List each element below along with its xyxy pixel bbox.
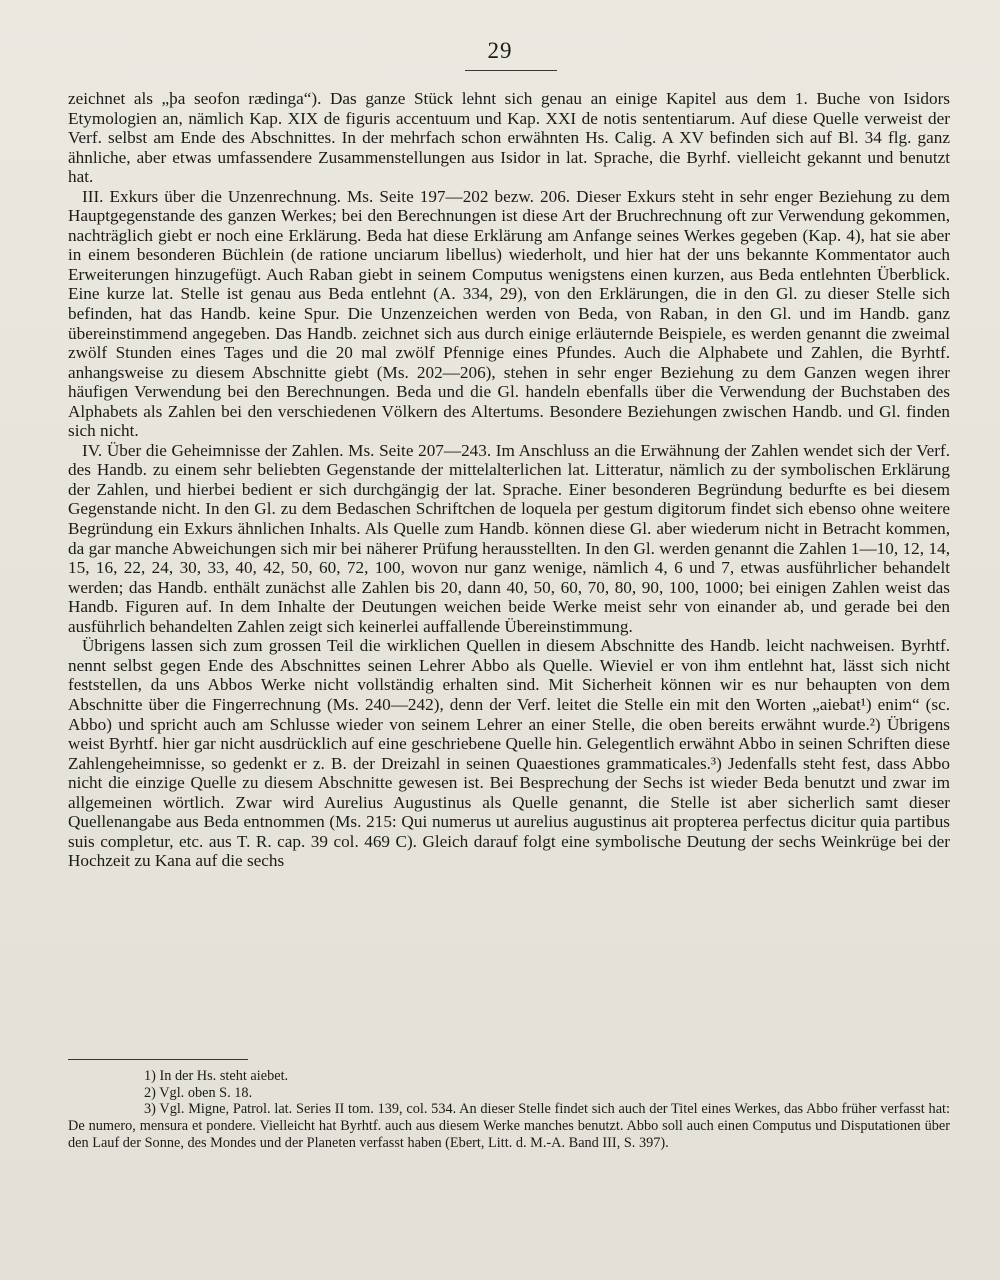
body-text xyxy=(68,89,950,871)
footnote-2: 2) Vgl. oben S. 18. xyxy=(144,1084,253,1101)
page-number-rule xyxy=(465,70,557,71)
footnote-separator xyxy=(68,1059,248,1060)
paragraph-2: III. Exkurs über die Unzenrechnung. Ms. Seite 197—202 bezw. 206. Dieser Exkurs steht in sehr enger Beziehung zu dem Hauptgegenstande des ganzen Werkes; bei den Berechnungen ist diese Art der Bruchrechnung oft zur Verwendung gekommen, nachträglich giebt er noch eine Erklärung. Beda hat diese Erklärung am Anfange seines Werkes gegeben (Kap. 4), hat sie aber in einem besonderen Büchlein (de ratione unciarum libellus) wiederholt, und hier hat der uns bekannte Kommentator auch Erweiterungen hinzugefügt. Auch Raban giebt in seinem Computus wenigstens einen kurzen, aus Beda entlehnten Überblick. Eine kurze lat. Stelle ist genau aus Beda entlehnt (A. 334, 29), von den Erklärungen, die in den Gl. zu dieser Stelle sich befinden, hat das Handb. keine Spur. Die Unzenzeichen werden von Beda, von Raban, in den Gl. und im Handb. ganz übereinstimmend angegeben. Das Handb. zeichnet sich aus durch einige erläuternde Beispiele, es werden genannt die zweimal zwölf Stunden eines Tages und die 20 mal zwölf Pfennige eines Pfundes. Auch die Alphabete und Zahlen, die Byrhtf. anhangsweise zu diesem Abschnitte giebt (Ms. 202—206), stehen in sehr enger Beziehung zu dem Ganzen wegen ihrer häufigen Verwendung bei den Berechnungen. Beda und die Gl. handeln ebenfalls über die Verwendung der Buchstaben des Alphabets als Zahlen bei den verschiedenen Völkern des Altertums. Besondere Beziehungen zwischen Handb. und Gl. finden sich nicht. xyxy=(68,186,950,441)
paragraph-1: zeichnet als „þa seofon rædinga“). Das ganze Stück lehnt sich genau an einige Kapitel aus dem 1. Buche von Isidors Etymologien an, nämlich Kap. XIX de figuris accentuum und Kap. XXI de notis sententiarum. Auf diese Quelle verweist der Verf. selbst am Ende des Abschnittes. In der mehrfach schon erwähnten Hs. Calig. A XV befinden sich auf Bl. 34 flg. ganz ähnliche, aber etwas umfassendere Zusammenstellungen aus Isidor in lat. Sprache, die Byrhf. vielleicht gekannt und benutzt hat. xyxy=(68,89,950,187)
footnote-1: 1) In der Hs. steht aiebet. xyxy=(144,1068,289,1084)
page-number: 29 xyxy=(487,38,513,63)
paragraph-4: Übrigens lassen sich zum grossen Teil die wirklichen Quellen in diesem Abschnitte des Handb. leicht nachweisen. Byrhtf. nennt selbst gegen Ende des Abschnittes seinen Lehrer Abbo als Quelle. Wieviel er von ihm entlehnt hat, lässt sich nicht feststellen, da uns Abbos Werke nicht vollständig erhalten sind. Mit Sicherheit können wir es nur behaupten von dem Abschnitte über die Fingerrechnung (Ms. 240—242), denn der Verf. leitet die Stelle ein mit den Worten „aiebat¹) enim“ (sc. Abbo) und spricht auch am Schlusse wieder von seinem Lehrer an einer Stelle, die oben bereits erwähnt wurde.²) Übrigens weist Byrhtf. hier gar nicht ausdrücklich auf eine geschriebene Quelle hin. Gelegentlich erwähnt Abbo in seinen Schriften diese Zahlengeheimnisse, so gedenkt er z. B. der Dreizahl in seinen Quaestiones grammaticales.³) Jedenfalls steht fest, dass Abbo nicht die einzige Quelle zu diesem Abschnitte gewesen ist. Bei Besprechung der Sechs ist wieder Beda benutzt und zwar im allgemeinen wörtlich. Zwar wird Aurelius Augustinus als Quelle genannt, die Stelle ist aber sicherlich samt dieser Quellenangabe aus Beda entnommen (Ms. 215: Qui numerus ut aurelius augustinus ait propterea perfectus dicitur quia partibus suis completur, etc. aus T. R. cap. 39 col. 469 C). Gleich darauf folgt eine symbolische Deutung der sechs Weinkrüge bei der Hochzeit zu Kana auf die sechs xyxy=(68,636,950,871)
footnote-3: 3) Vgl. Migne, Patrol. lat. Series II tom. 139, col. 534. An dieser Stelle findet sich auch der Titel eines Werkes, das Abbo früher verfasst hat: De numero, mensura et pondere. Vielleicht hat Byrhtf. auch aus diesem Werke manches benutzt. Abbo soll auch einen Computus und Disputationen über den Lauf der Sonne, des Mondes und der Planeten verfasst haben (Ebert, Litt. d. M.-A. Band III, S. 397). xyxy=(68,1101,950,1151)
paragraph-3: IV. Über die Geheimnisse der Zahlen. Ms. Seite 207—243. Im Anschluss an die Erwähnung der Zahlen wendet sich der Verf. des Handb. zu einem sehr beliebten Gegenstande der mittelalterlichen lat. Litteratur, nämlich zu der symbolischen Erklärung der Zahlen, und hierbei bedient er sich durchgängig der lat. Sprache. Einer besonderen Begründung bedurfte es bei diesem Gegenstande nicht. In den Gl. zu dem Bedaschen Schriftchen de loquela per gestum digitorum findet sich ebenso ohne weitere Begründung ein Exkurs ähnlichen Inhalts. Als Quelle zum Handb. können diese Gl. aber wiederum nicht in Betracht kommen, da gar manche Abweichungen sich mir bei näherer Prüfung herausstellten. In den Gl. werden genannt die Zahlen 1—10, 12, 14, 15, 16, 22, 24, 30, 33, 40, 42, 50, 60, 72, 100, wovon nur ganz wenige, nämlich 4, 6 und 7, etwas ausführlicher behandelt werden; das Handb. enthält zunächst alle Zahlen bis 20, dann 40, 50, 60, 70, 80, 90, 100, 1000; bei einigen Zahlen weist das Handb. Figuren auf. In dem Inhalte der Deutungen weichen beide Werke meist sehr von einander ab, und gerade bei den ausführlich behandelten Zahlen zeigt sich keinerlei auffallende Übereinstimmung. xyxy=(68,440,950,636)
footnotes xyxy=(68,1068,950,1152)
